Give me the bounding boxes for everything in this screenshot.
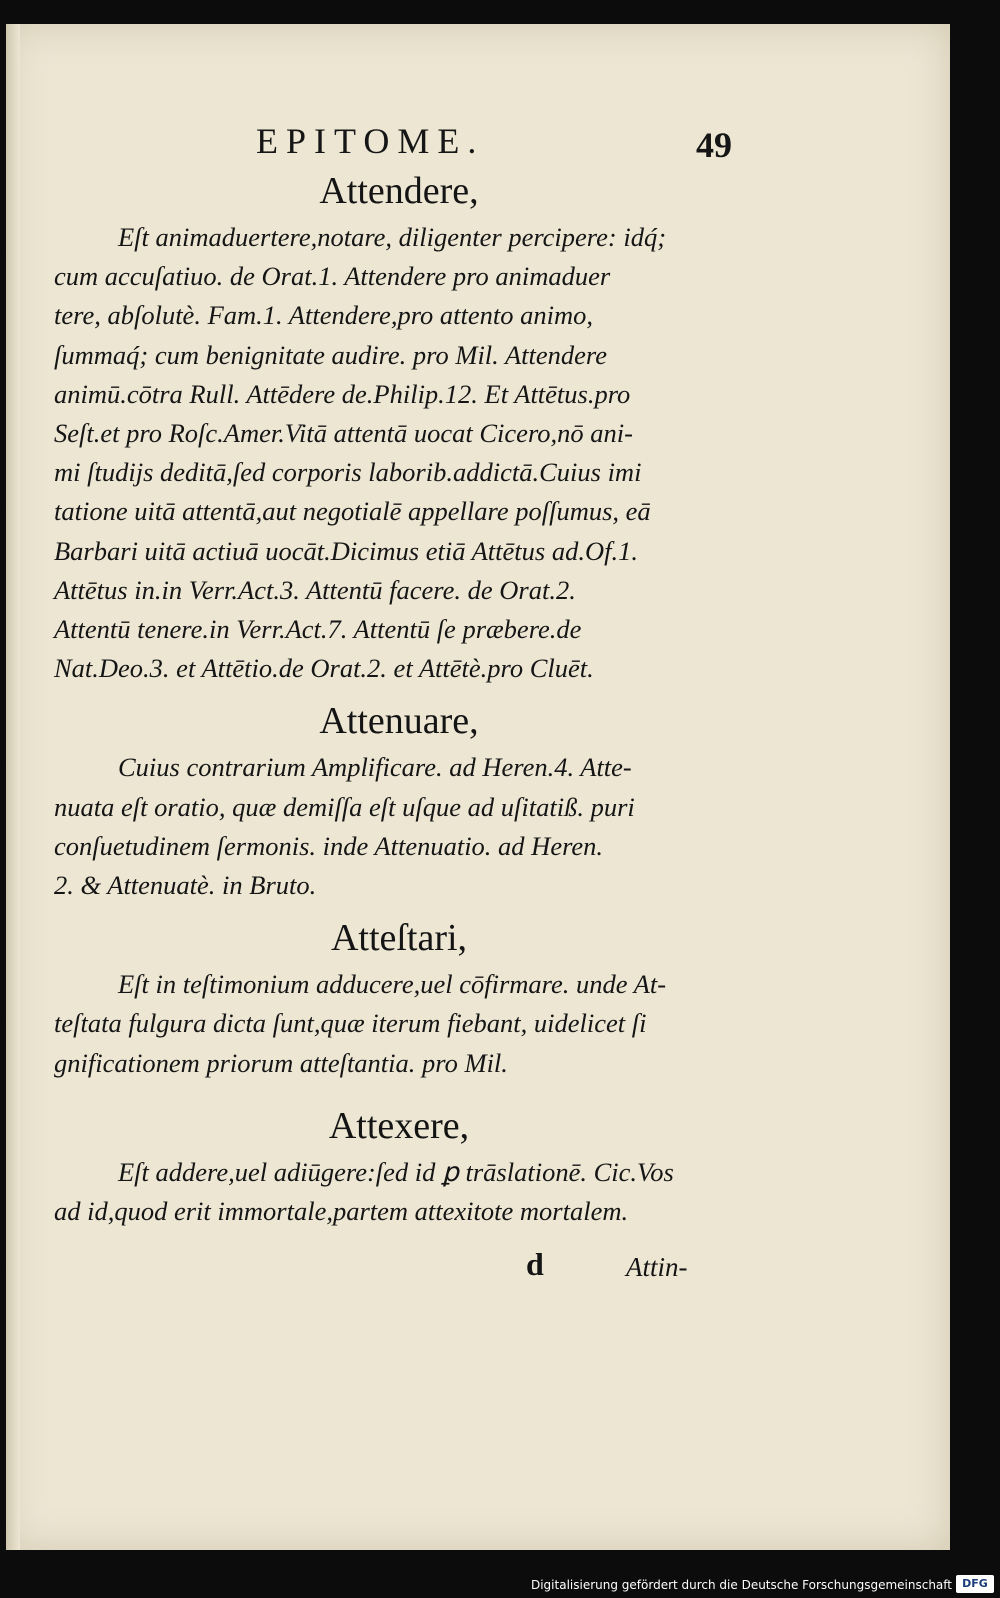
page-header (6, 110, 950, 165)
page-number: 49 (696, 125, 732, 165)
text-line: Seſt.et pro Roſc.Amer.Vitā attentā uocat Cicero,nō ani- (54, 418, 633, 449)
entry-attexere (54, 1103, 744, 1231)
entry-body (54, 1153, 744, 1231)
text-line: Nat.Deo.3. et Attētio.de Orat.2. et Attētè.pro Cluēt. (54, 653, 594, 684)
headword: Attexere, (328, 1104, 470, 1147)
text-line: gnificationem priorum atteſtantia. pro Mil. (54, 1047, 508, 1078)
text-line: Attētus in.in Verr.Act.3. Attentū facere. de Orat.2. (54, 574, 576, 605)
text-line: Attentū tenere.in Verr.Act.7. Attentū ſe præbere.de (54, 614, 582, 645)
text-line: tere, abſolutè. Fam.1. Attendere,pro attento animo, (54, 300, 593, 331)
headword: Attendere, (319, 170, 479, 212)
text-line: Barbari uitā actiuā uocāt.Dicimus etiā Attētus ad.Of.1. (54, 535, 638, 566)
text-line: conſuetudinem ſermonis. inde Attenuatio. ad Heren. (54, 830, 604, 861)
headword: Atteſtari, (330, 917, 468, 960)
text-line: Eſt animaduertere,notare, diligenter percipere: idq́; (118, 222, 667, 252)
text-line: mi ſtudijs deditā,ſed corporis laborib.addictā.Cuius imi (54, 457, 642, 488)
text-line: Eſt in teſtimonium adducere,uel cōfirmare. unde At- (118, 969, 667, 1000)
entry-body (54, 218, 744, 688)
text-line: ad id,quod erit immortale,partem attexitote mortalem. (54, 1196, 629, 1227)
digitization-footer (0, 1550, 1000, 1598)
dictionary-entries (54, 158, 744, 1231)
headword: Attenuare, (319, 700, 479, 743)
signature-mark: d (526, 1246, 544, 1282)
text-line: cum accuſatiuo. de Orat.1. Attendere pro animaduer (54, 261, 611, 292)
catchword: Attin- (626, 1252, 688, 1282)
text-line: nuata eſt oratio, quæ demiſſa eſt uſque ad uſitatiß. puri (54, 791, 635, 822)
funding-credit: Digitalisierung gefördert durch die Deutsche Forschungsgemeinschaft (530, 1578, 952, 1592)
text-line: animū.cōtra Rull. Attēdere de.Philip.12. Et Attētus.pro (54, 378, 631, 409)
entry-attestari (54, 915, 744, 1083)
text-line: Cuius contrarium Amplificare. ad Heren.4. Atte- (118, 752, 632, 783)
entry-spacer (54, 1083, 744, 1093)
text-line: ſummaq́; cum benignitate audire. pro Mil. Attendere (54, 339, 607, 370)
text-line: Eſt addere,uel adiūgere:ſed id ꝑ trāslationē. Cic.Vos (118, 1156, 674, 1187)
text-line: teſtata fulgura dicta ſunt,quæ iterum fiebant, uidelicet ſi (54, 1008, 647, 1039)
entry-attenuare (54, 698, 744, 905)
entry-body (54, 965, 744, 1083)
entry-attendere (54, 168, 744, 688)
running-title: EPITOME. (256, 121, 485, 161)
entry-body (54, 748, 744, 905)
book-page (6, 24, 950, 1550)
text-line: tatione uitā attentā,aut negotialē appellare poſſumus, eā (54, 496, 651, 527)
page-foot (526, 1246, 726, 1286)
text-line: 2. & Attenuatè. in Bruto. (54, 870, 317, 901)
dfg-logo-icon: DFG (956, 1575, 994, 1593)
page-gutter-shadow (6, 24, 20, 1550)
